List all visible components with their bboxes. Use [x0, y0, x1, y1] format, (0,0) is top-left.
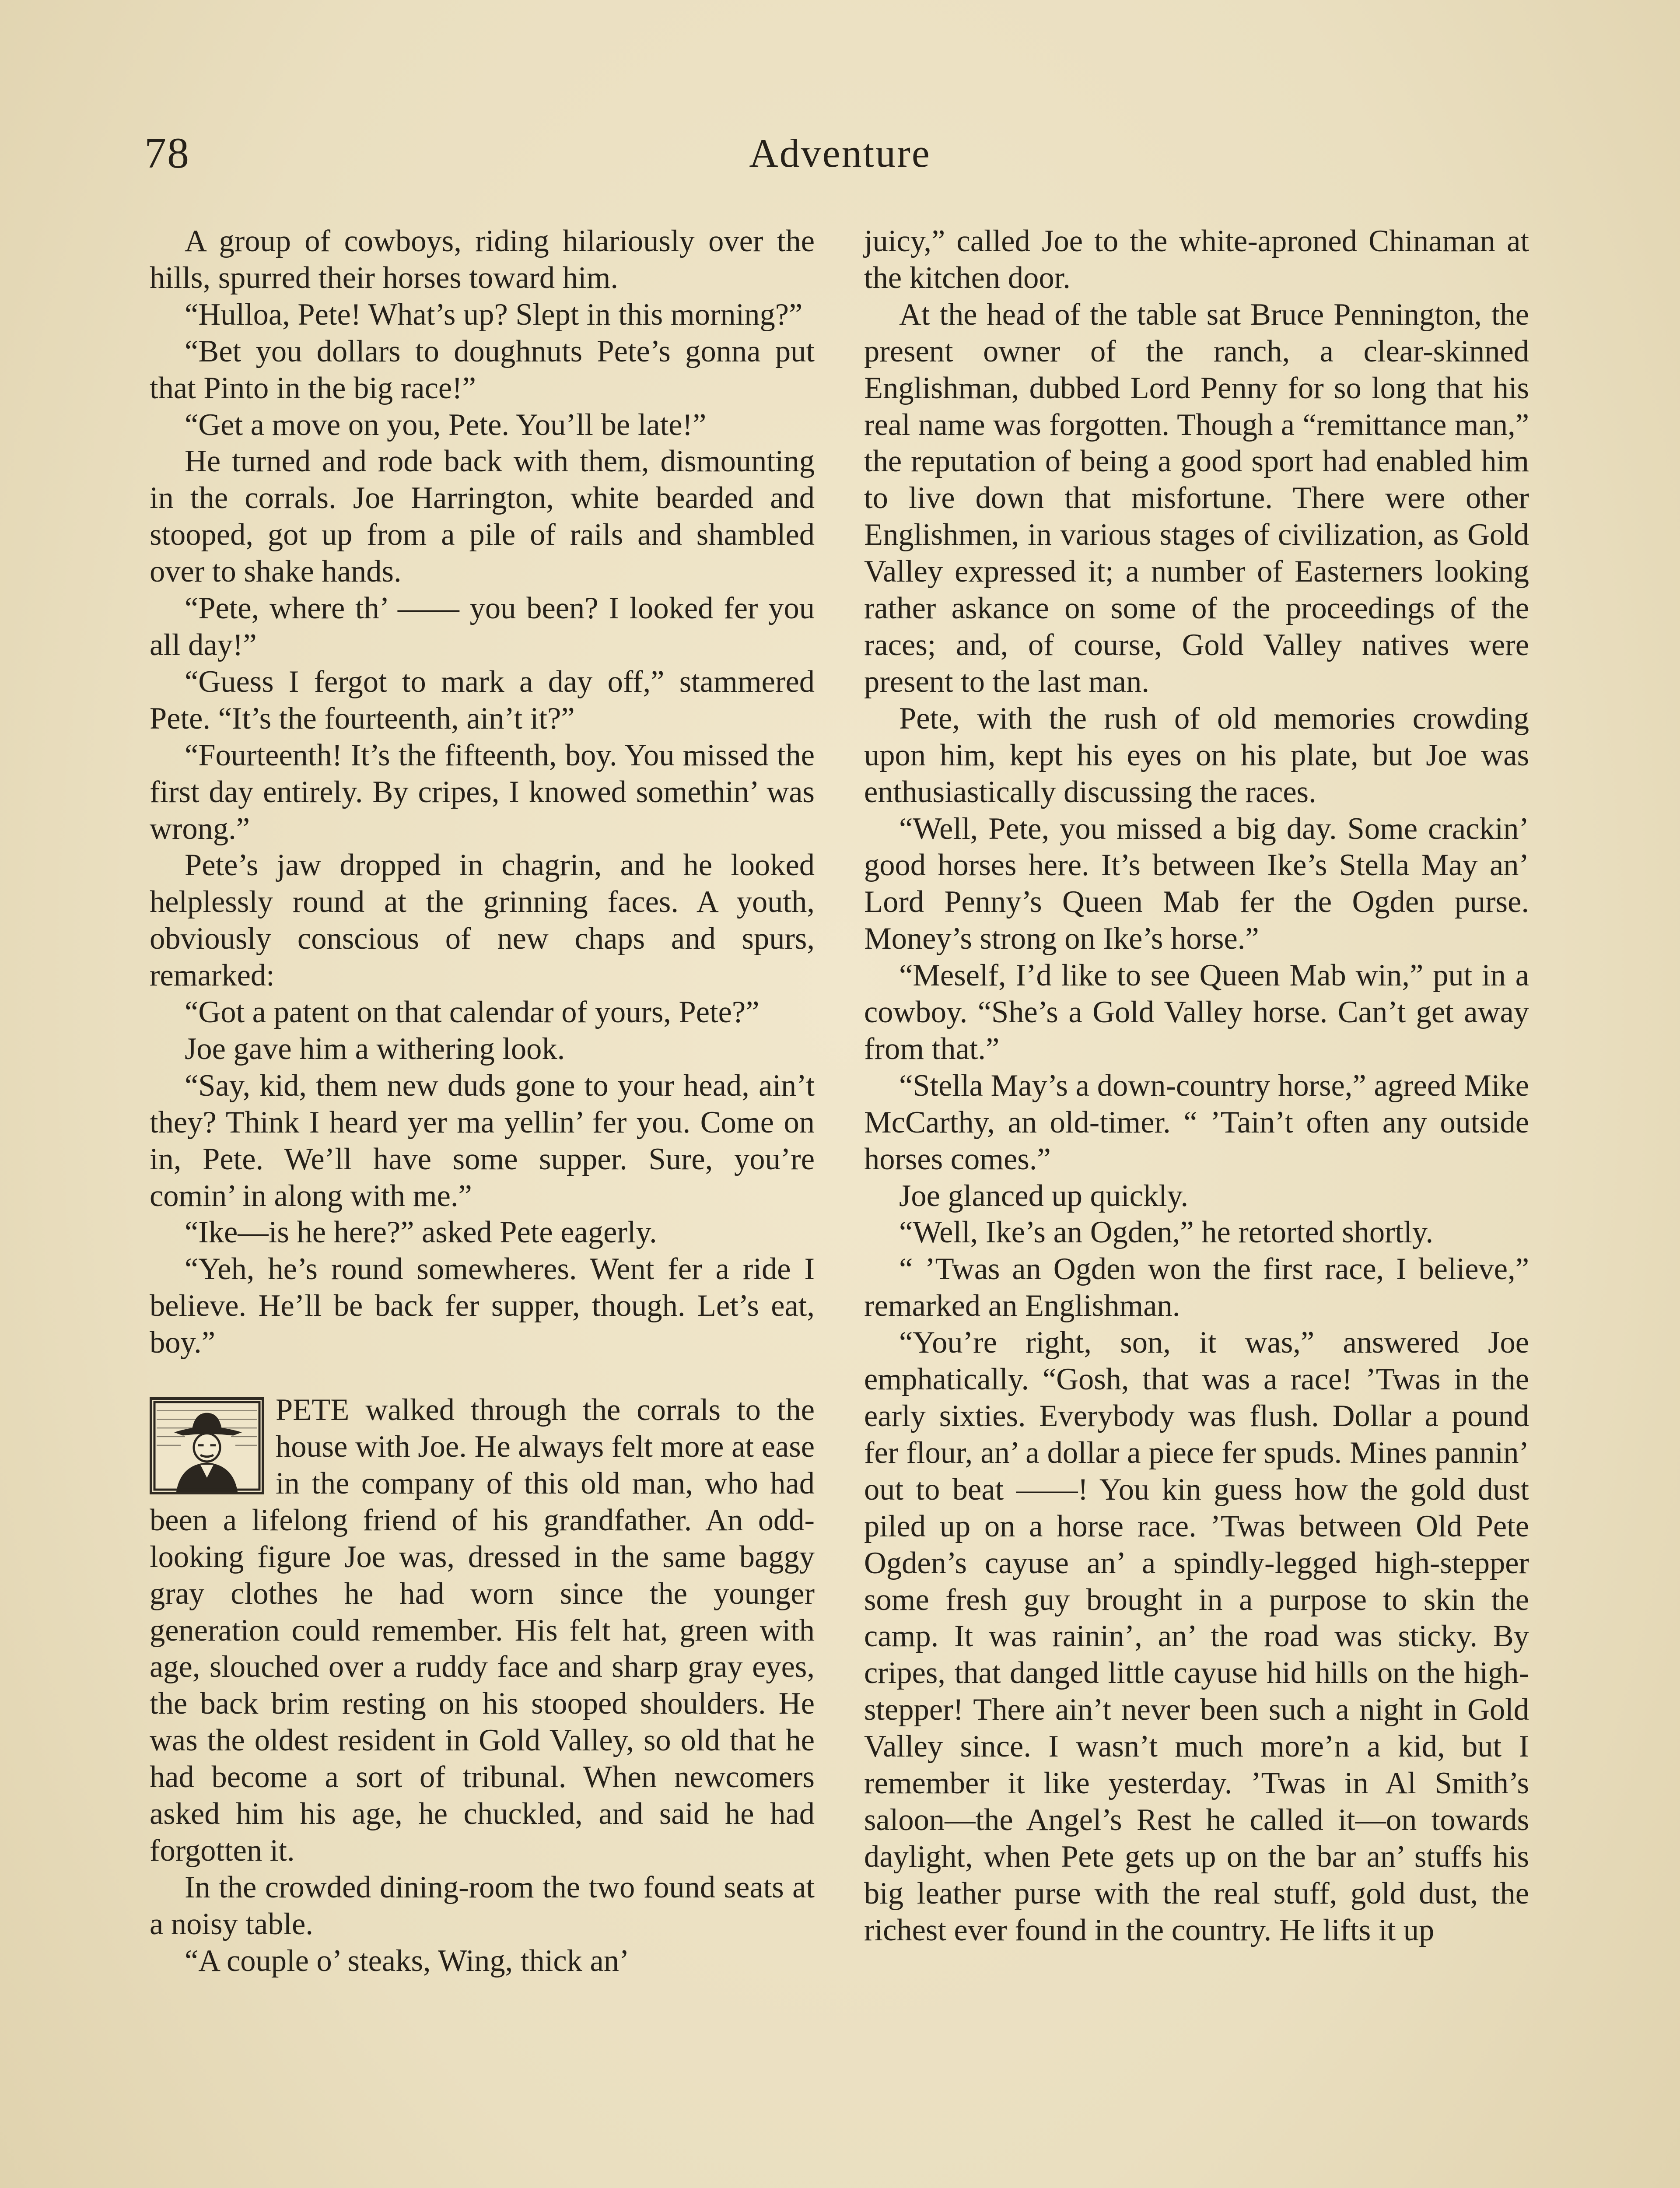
paragraph: “Bet you dollars to doughnuts Pete’s gonna put that Pinto in the big race!”: [150, 334, 815, 405]
paragraph: Pete, with the rush of old memories crowding upon him, kept his eyes on his plate, but Joe was enthusiastically discussing the races.: [864, 701, 1529, 809]
paragraph: A group of cowboys, riding hilariously over the hills, spurred their horses toward him.: [150, 224, 815, 295]
section-opening-paragraph: PETE walked through the corrals to the house with Joe. He always felt more at ease in the company of this old man, who had been a lifelong friend of his grandfather. An odd-looking figure Joe was, dressed in the same baggy gray clothes he had worn since the younger generation could remember. His felt hat, green with age, slouched over a ruddy face and sharp gray eyes, the back brim resting on his stooped shoulders. He was the oldest resident in Gold Valley, so old that he had become a sort of tribunal. When newcomers asked him his age, he chuckled, and said he had forgotten it.: [150, 1393, 815, 1868]
right-column: [864, 223, 1529, 1949]
left-column: [150, 223, 815, 1980]
paragraph: “Got a patent on that calendar of yours, Pete?”: [185, 995, 760, 1030]
paragraph: “Fourteenth! It’s the fifteenth, boy. You missed the first day entirely. By cripes, I knowed somethin’ was wrong.”: [150, 738, 815, 846]
cowboy-portrait-icon: [150, 1397, 264, 1494]
page-number: 78: [144, 129, 190, 177]
paragraph: “Stella May’s a down-country horse,” agreed Mike McCarthy, an old-timer. “ ’Tain’t often any outside horses comes.”: [864, 1068, 1529, 1176]
paragraph: “Ike—is he here?” asked Pete eagerly.: [185, 1215, 657, 1250]
paragraph: “Say, kid, them new duds gone to your head, ain’t they? Think I heard yer ma yellin’ fer you. Come on in, Pete. We’ll have some supper. Sure, you’re comin’ in along with me.”: [150, 1068, 815, 1213]
section-break: [150, 1392, 815, 1869]
running-head: Adventure: [749, 131, 931, 175]
paragraph: At the head of the table sat Bruce Pennington, the present owner of the ranch, a clear-skinned Englishman, dubbed Lord Penny for so long that his real name was forgotten. Though a “remittance man,” the reputation of being a good sport had enabled him to live down that misfortune. There were other Englishmen, in various stages of civilization, as Gold Valley expressed it; a number of Easterners looking rather askance on some of the proceedings of the races; and, of course, Gold Valley natives were present to the last man.: [864, 297, 1529, 699]
paragraph: “Pete, where th’ —— you been? I looked fer you all day!”: [150, 591, 815, 662]
paragraph: “You’re right, son, it was,” answered Joe emphatically. “Gosh, that was a race! ’Twas in the early sixties. Everybody was flush. Dollar a pound fer flour, an’ a dollar a piece fer spuds. Mines pannin’ out to beat ——! You kin guess how the gold dust piled up on a horse race. ’Twas between Old Pete Ogden’s cayuse an’ a spindly-legged high-stepper some fresh guy brought in a purpose to skin the camp. It was rainin’, an’ the road was sticky. By cripes, that danged little cayuse hid hills on the high-stepper! There ain’t never been such a night in Gold Valley since. I wasn’t much more’n a kid, but I remember it like yesterday. ’Twas in Al Smith’s saloon—the Angel’s Rest he called it—on towards daylight, when Pete gets up on the bar an’ stuffs his big leather purse with the real stuff, gold dust, the richest ever found in the country. He lifts it up: [864, 1325, 1529, 1947]
paragraph: Joe gave him a withering look.: [185, 1031, 565, 1066]
paragraph: “Well, Pete, you missed a big day. Some crackin’ good horses here. It’s between Ike’s Stella May an’ Lord Penny’s Queen Mab fer the Ogden purse. Money’s strong on Ike’s horse.”: [864, 811, 1529, 956]
paragraph: “ ’Twas an Ogden won the first race, I believe,” remarked an Englishman.: [864, 1252, 1529, 1323]
paragraph: Joe glanced up quickly.: [899, 1178, 1189, 1213]
paragraph: “Hulloa, Pete! What’s up? Slept in this morning?”: [185, 297, 803, 332]
continued-paragraph: juicy,” called Joe to the white-aproned Chinaman at the kitchen door.: [864, 224, 1529, 295]
paragraph: He turned and rode back with them, dismounting in the corrals. Joe Harrington, white bearded and stooped, got up from a pile of rails and shambled over to shake hands.: [150, 444, 815, 589]
paragraph: “Get a move on you, Pete. You’ll be late!”: [185, 407, 707, 442]
paragraph: In the crowded dining-room the two found seats at a noisy table.: [150, 1870, 815, 1941]
paragraph: “Meself, I’d like to see Queen Mab win,” put in a cowboy. “She’s a Gold Valley horse. Can’t get away from that.”: [864, 958, 1529, 1066]
paragraph: “Yeh, he’s round somewheres. Went fer a ride I believe. He’ll be back fer supper, though. Let’s eat, boy.”: [150, 1252, 815, 1360]
paragraph: “Guess I fergot to mark a day off,” stammered Pete. “It’s the fourteenth, ain’t it?”: [150, 664, 815, 736]
paragraph: “Well, Ike’s an Ogden,” he retorted shortly.: [899, 1215, 1434, 1250]
paragraph: Pete’s jaw dropped in chagrin, and he looked helplessly round at the grinning faces. A youth, obviously conscious of new chaps and spurs, remarked:: [150, 848, 815, 993]
paragraph: “A couple o’ steaks, Wing, thick an’: [185, 1943, 630, 1978]
